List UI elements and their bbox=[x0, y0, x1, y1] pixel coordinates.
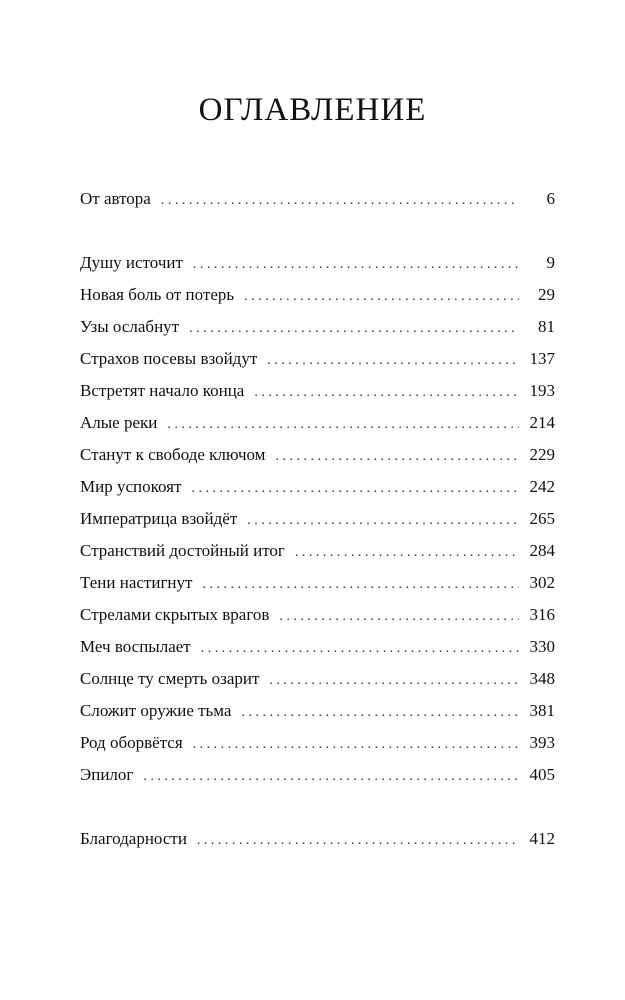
toc-entry-page-number: 316 bbox=[529, 605, 555, 624]
toc-entry[interactable] bbox=[80, 759, 555, 791]
toc-entry[interactable] bbox=[80, 599, 555, 631]
toc-entry-title: Страхов посевы взойдут bbox=[80, 349, 258, 368]
dot-leader bbox=[189, 313, 519, 345]
toc-entry-title: Стрелами скрытых врагов bbox=[80, 605, 270, 624]
toc-entry-page-number: 29 bbox=[538, 285, 555, 304]
toc-entry-title: Встретят начало конца bbox=[80, 381, 245, 400]
toc-entry-page-number: 137 bbox=[529, 349, 555, 368]
section-gap bbox=[80, 791, 555, 823]
toc-entry-title: Станут к свободе ключом bbox=[80, 445, 266, 464]
toc-entry-title: Императрица взойдёт bbox=[80, 509, 238, 528]
toc-entry-title: От автора bbox=[80, 189, 151, 208]
toc-chapters bbox=[80, 247, 555, 791]
toc-back-matter bbox=[80, 823, 555, 855]
toc-entry-title: Тени настигнут bbox=[80, 573, 193, 592]
dot-leader bbox=[191, 473, 519, 505]
table-of-contents bbox=[80, 183, 555, 855]
toc-front-matter bbox=[80, 183, 555, 215]
toc-entry-page-number: 302 bbox=[529, 573, 555, 592]
dot-leader bbox=[247, 505, 519, 537]
dot-leader bbox=[161, 185, 519, 217]
toc-entry[interactable] bbox=[80, 535, 555, 567]
dot-leader bbox=[143, 761, 519, 793]
toc-entry-title: Сложит оружие тьма bbox=[80, 701, 232, 720]
toc-entry-page-number: 193 bbox=[529, 381, 555, 400]
toc-entry-title: Странствий достойный итог bbox=[80, 541, 285, 560]
toc-entry-page-number: 381 bbox=[529, 701, 555, 720]
page-title: ОГЛАВЛЕНИЕ bbox=[198, 92, 427, 128]
toc-entry[interactable] bbox=[80, 695, 555, 727]
toc-entry-page-number: 265 bbox=[529, 509, 555, 528]
dot-leader bbox=[244, 281, 519, 313]
dot-leader bbox=[201, 633, 519, 665]
toc-entry[interactable] bbox=[80, 631, 555, 663]
dot-leader bbox=[197, 825, 519, 857]
section-gap bbox=[80, 215, 555, 247]
dot-leader bbox=[275, 441, 519, 473]
toc-entry-title: Благодарности bbox=[80, 829, 187, 848]
toc-entry-page-number: 6 bbox=[546, 189, 555, 208]
toc-entry[interactable] bbox=[80, 247, 555, 279]
toc-entry[interactable] bbox=[80, 471, 555, 503]
toc-entry-title: Мир успокоят bbox=[80, 477, 182, 496]
toc-entry-page-number: 214 bbox=[529, 413, 555, 432]
toc-entry[interactable] bbox=[80, 343, 555, 375]
toc-entry[interactable] bbox=[80, 375, 555, 407]
toc-entry-page-number: 330 bbox=[529, 637, 555, 656]
toc-entry-title: Эпилог bbox=[80, 765, 134, 784]
toc-entry[interactable] bbox=[80, 439, 555, 471]
toc-entry-page-number: 348 bbox=[529, 669, 555, 688]
toc-entry-page-number: 9 bbox=[546, 253, 555, 272]
toc-entry[interactable] bbox=[80, 823, 555, 855]
toc-entry-page-number: 229 bbox=[529, 445, 555, 464]
toc-entry[interactable] bbox=[80, 663, 555, 695]
toc-entry-title: Душу источит bbox=[80, 253, 183, 272]
dot-leader bbox=[254, 377, 519, 409]
toc-entry-title: Род оборвётся bbox=[80, 733, 183, 752]
toc-entry-title: Меч воспылает bbox=[80, 637, 191, 656]
toc-entry-page-number: 242 bbox=[529, 477, 555, 496]
dot-leader bbox=[279, 601, 519, 633]
toc-entry[interactable] bbox=[80, 727, 555, 759]
toc-entry-page-number: 405 bbox=[529, 765, 555, 784]
toc-entry-page-number: 81 bbox=[538, 317, 555, 336]
dot-leader bbox=[241, 697, 519, 729]
dot-leader bbox=[193, 249, 519, 281]
toc-entry-page-number: 393 bbox=[529, 733, 555, 752]
toc-entry-page-number: 412 bbox=[529, 829, 555, 848]
toc-entry-title: Узы ослабнут bbox=[80, 317, 180, 336]
dot-leader bbox=[167, 409, 519, 441]
toc-entry[interactable] bbox=[80, 503, 555, 535]
dot-leader bbox=[269, 665, 519, 697]
toc-entry-title: Новая боль от потерь bbox=[80, 285, 235, 304]
dot-leader bbox=[202, 569, 519, 601]
toc-entry[interactable] bbox=[80, 279, 555, 311]
toc-entry-title: Солнце ту смерть озарит bbox=[80, 669, 260, 688]
toc-entry-page-number: 284 bbox=[529, 541, 555, 560]
dot-leader bbox=[267, 345, 519, 377]
toc-entry-title: Алые реки bbox=[80, 413, 158, 432]
toc-entry[interactable] bbox=[80, 183, 555, 215]
toc-entry[interactable] bbox=[80, 407, 555, 439]
toc-entry[interactable] bbox=[80, 311, 555, 343]
dot-leader bbox=[193, 729, 519, 761]
toc-entry[interactable] bbox=[80, 567, 555, 599]
dot-leader bbox=[295, 537, 519, 569]
